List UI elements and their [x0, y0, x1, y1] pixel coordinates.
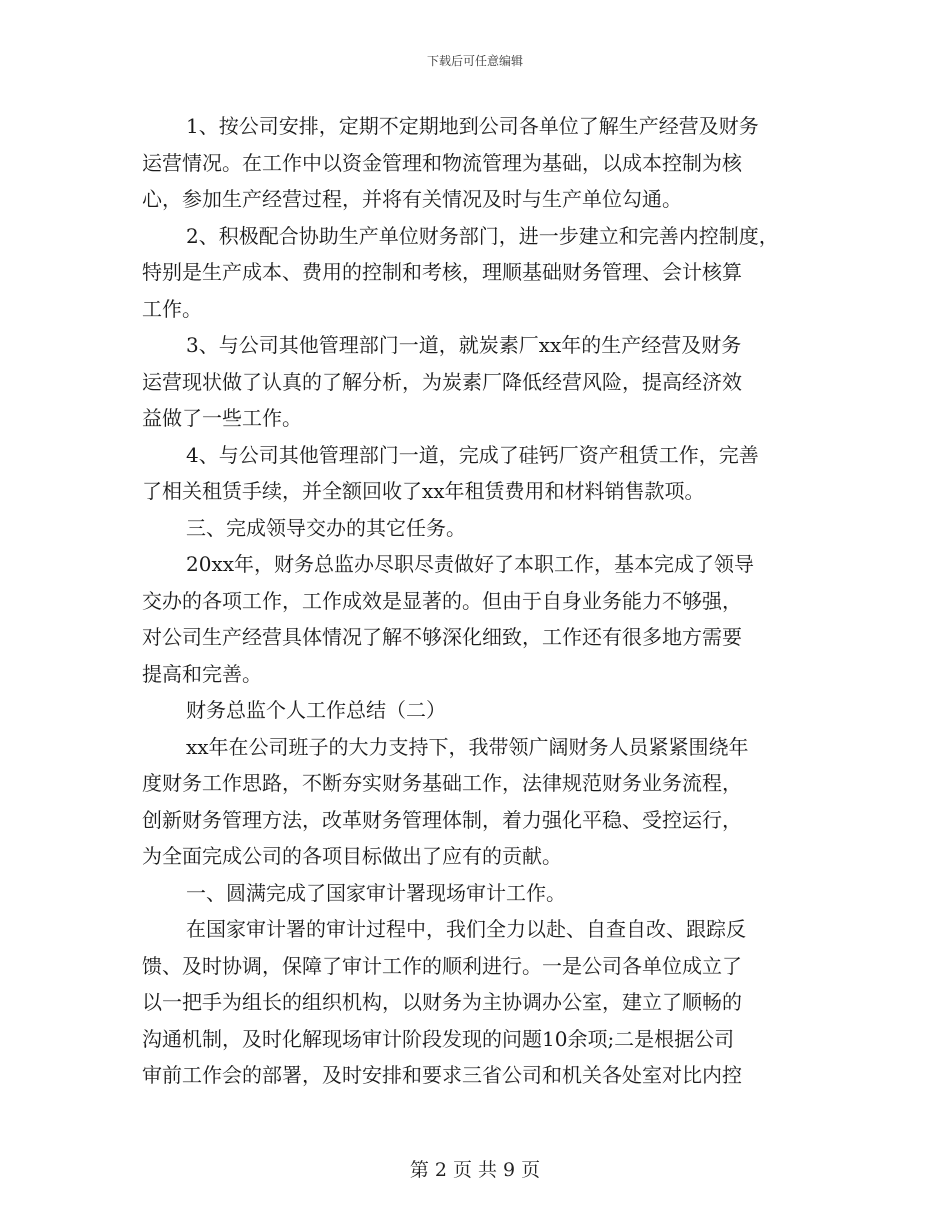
paragraph: [142, 108, 818, 218]
paragraph: [142, 437, 818, 510]
paragraph: [142, 692, 818, 729]
text-line: 创新财务管理方法，改革财务管理体制，着力强化平稳、受控运行，: [142, 807, 742, 832]
text-line: 为全面完成公司的各项目标做出了应有的贡献。: [142, 844, 562, 868]
document-body: [142, 108, 818, 1094]
text-line: 对公司生产经营具体情况了解不够深化细致，工作还有很多地方需要: [142, 625, 742, 649]
text-line: 特别是生产成本、费用的控制和考核，理顺基础财务管理、会计核算: [142, 260, 742, 284]
text-line: 运营现状做了认真的了解分析，为炭素厂降低经营风险，提高经济效: [142, 369, 742, 394]
text-line: 工作。: [142, 296, 202, 321]
text-line: 馈、及时协调，保障了审计工作的顺利进行。一是公司各单位成立了: [142, 953, 742, 978]
text-line: 在国家审计署的审计过程中，我们全力以赴、自查自改、跟踪反: [186, 917, 746, 941]
text-line: 2、积极配合协助生产单位财务部门，进一步建立和完善内控制度，: [186, 223, 779, 248]
paragraph: [142, 327, 818, 437]
text-line: 审前工作会的部署，及时安排和要求三省公司和机关各处室对比内控: [142, 1063, 742, 1087]
paragraph: [142, 546, 818, 692]
text-line: 以一把手为组长的组织机构，以财务为主协调办公室，建立了顺畅的: [142, 990, 742, 1014]
text-line: 一、圆满完成了国家审计署现场审计工作。: [186, 880, 566, 905]
text-line: xx年在公司班子的大力支持下，我带领广阔财务人员紧紧围绕年: [186, 734, 749, 759]
text-line: 1、按公司安排，定期不定期地到公司各单位了解生产经营及财务: [186, 114, 759, 138]
text-line: 运营情况。在工作中以资金管理和物流管理为基础，以成本控制为核: [142, 150, 742, 175]
text-line: 沟通机制，及时化解现场审计阶段发现的问题10余项;二是根据公司: [142, 1026, 735, 1051]
text-line: 交办的各项工作，工作成效是显著的。但由于自身业务能力不够强，: [142, 588, 742, 613]
page-header: 下载后可任意编辑: [426, 54, 523, 68]
text-line: 20xx年，财务总监办尽职尽责做好了本职工作，基本完成了领导: [186, 552, 755, 576]
text-line: 3、与公司其他管理部门一道，就炭素厂xx年的生产经营及财务: [186, 333, 742, 357]
text-line: 心，参加生产经营过程，并将有关情况及时与生产单位勾通。: [142, 187, 682, 211]
text-line: 三、完成领导交办的其它任务。: [186, 515, 466, 540]
text-line: 了相关租赁手续，并全额回收了xx年租赁费用和材料销售款项。: [142, 479, 705, 503]
text-line: 提高和完善。: [142, 661, 262, 686]
paragraph: [142, 911, 818, 1094]
paragraph: [142, 510, 818, 547]
paragraph: [142, 218, 818, 328]
page-footer: 第 2 页 共 9 页: [409, 1159, 541, 1181]
text-line: 财务总监个人工作总结（二）: [186, 698, 446, 722]
paragraph: [142, 729, 818, 875]
text-line: 度财务工作思路，不断夯实财务基础工作，法律规范财务业务流程，: [142, 771, 742, 795]
paragraph: [142, 875, 818, 912]
text-line: 4、与公司其他管理部门一道，完成了硅钙厂资产租赁工作，完善: [186, 442, 759, 467]
text-line: 益做了一些工作。: [142, 406, 302, 430]
